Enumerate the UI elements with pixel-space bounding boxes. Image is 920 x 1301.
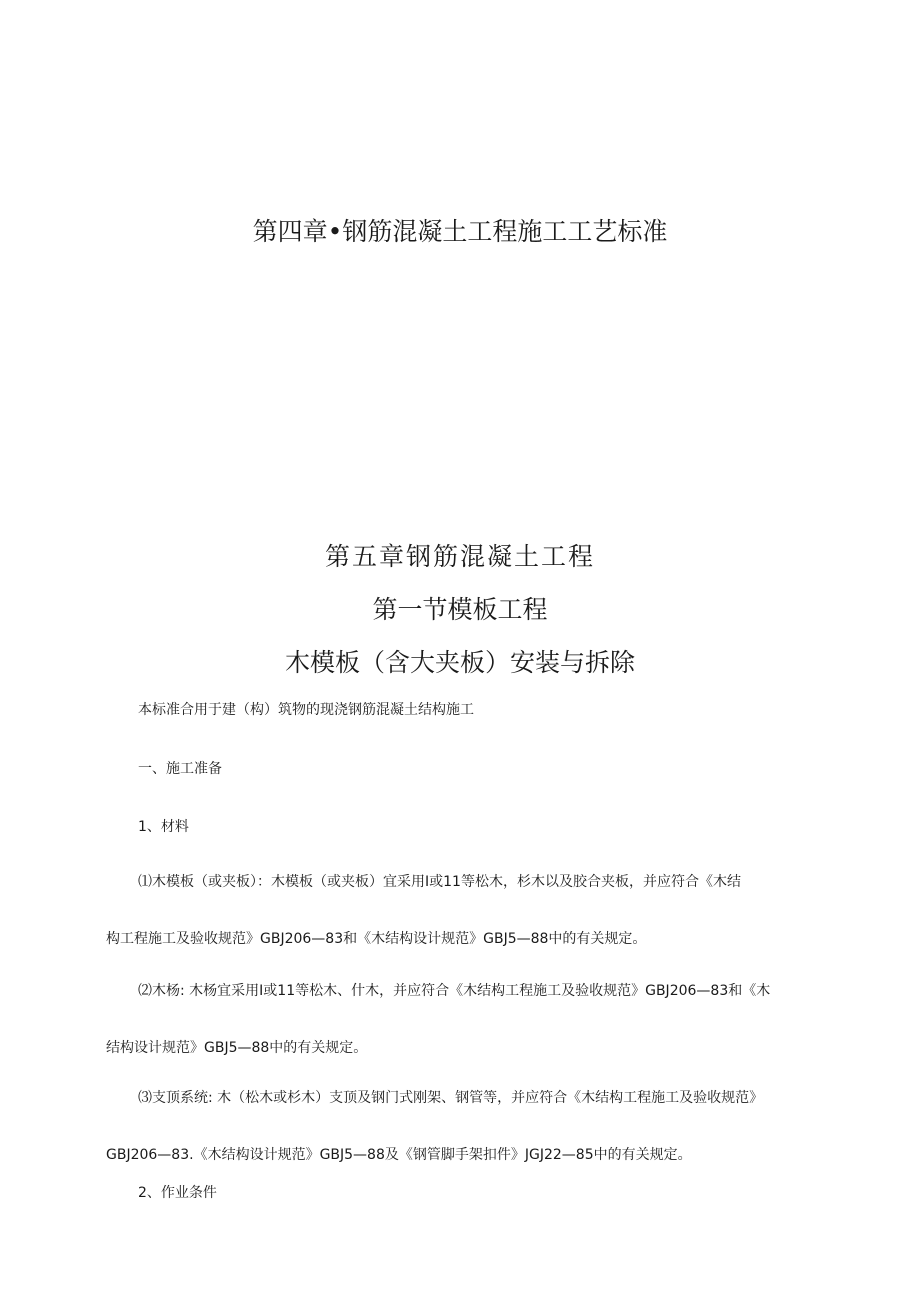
chapter4-title: 第四章•钢筋混凝土工程施工工艺标准 [252,217,668,246]
material-item-wood-formwork [106,872,820,949]
item-line: GBJ206—83.《木结构设计规范》GBJ5—88及《钢管脚手架扣件》JGJ22—85中的有关规定。 [106,1147,692,1163]
materials-heading: 1、材料 [138,819,189,835]
scope-paragraph: 本标准合用于建（构）筑物的现浇钢筋混凝土结构施工 [138,702,474,718]
material-item-support-system [106,1088,820,1165]
item-line: ⑵木杨: 木杨宜采用I或11等松木、什木，并应符合《木结构工程施工及验收规范》GBJ206—83和《木 [138,983,771,999]
item-line: ⑶支顶系统: 木（松木或杉木）支顶及钢门式刚架、钢管等，并应符合《木结构工程施工及验收规范》 [138,1090,764,1106]
material-item-timber [106,981,820,1058]
chapter5-title: 第五章钢筋混凝土工程 [324,542,595,571]
section1-title: 第一节模板工程 [372,595,548,624]
item-line: 构工程施工及验收规范》GBJ206—83和《木结构设计规范》GBJ5—88中的有关规定。 [106,931,647,947]
item-line: ⑴木模板（或夹板）：木模板（或夹板）宜采用I或11等松木，杉木以及胶合夹板，并应符合《木结 [138,874,741,890]
work-conditions-heading: 2、作业条件 [138,1185,217,1201]
item-line: 结构设计规范》GBJ5—88中的有关规定。 [106,1040,368,1056]
section-one-heading: 一、施工准备 [138,761,222,777]
topic-title: 木模板（含大夹板）安装与拆除 [284,648,635,677]
